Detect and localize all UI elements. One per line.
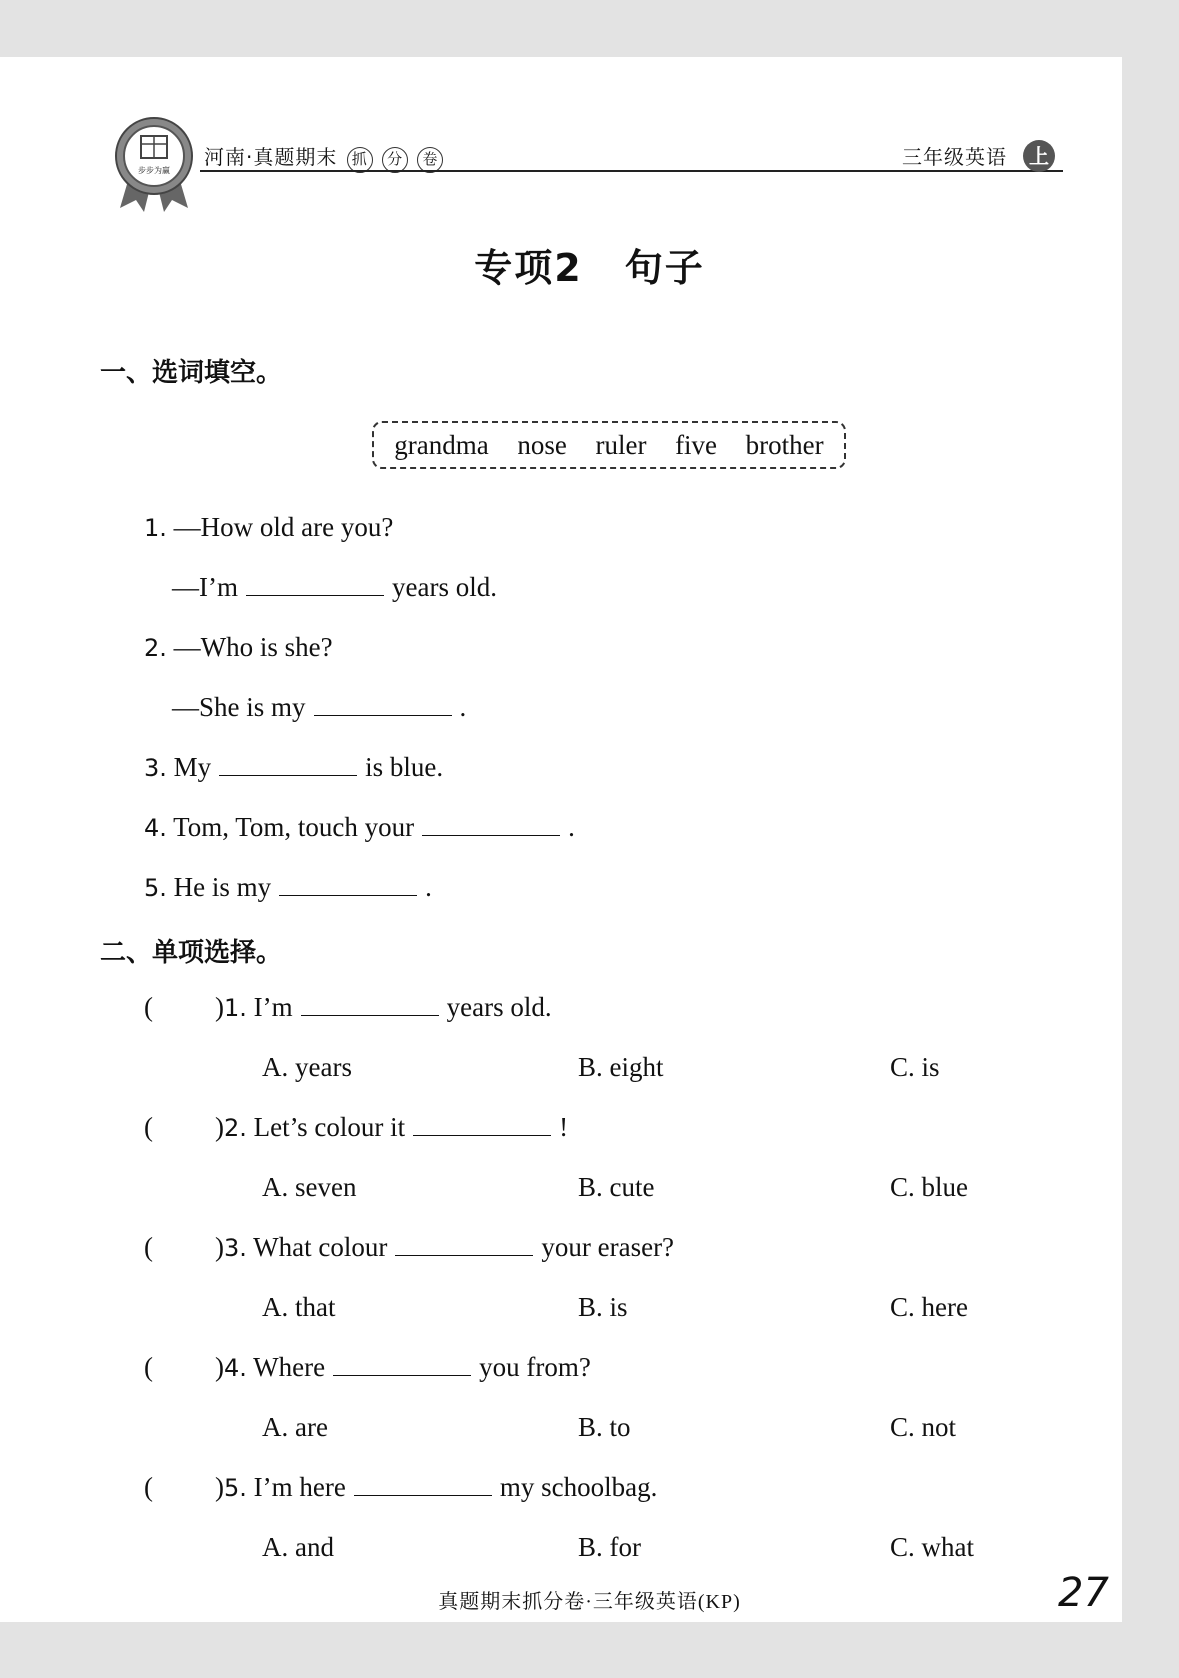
option-b[interactable]: B. to xyxy=(578,1412,631,1442)
page-title xyxy=(0,237,1179,292)
page-number: 27 xyxy=(1058,1570,1109,1616)
answer-post: years old. xyxy=(391,572,497,602)
logo-text: 步步为赢 xyxy=(138,166,170,175)
option-b[interactable]: B. cute xyxy=(578,1172,655,1202)
section2-heading: 二、单项选择。 xyxy=(100,938,283,968)
header-region-text: 河南·真题期末 xyxy=(204,145,338,169)
s1-answer-2 xyxy=(172,692,466,723)
question-number: 4. xyxy=(144,814,167,842)
s1-question-2 xyxy=(144,632,333,663)
answer-blank[interactable] xyxy=(279,894,417,896)
answer-blank xyxy=(333,1374,471,1376)
question-pre: Let’s colour it xyxy=(253,1112,406,1142)
question-pre: I’m here xyxy=(253,1472,346,1502)
option-b[interactable]: B. is xyxy=(578,1292,628,1322)
s1-question-3 xyxy=(144,752,443,783)
s2-question-1: )1. I’m years old. xyxy=(215,992,552,1022)
answer-blank xyxy=(395,1254,533,1256)
option-c[interactable]: C. here xyxy=(890,1292,968,1322)
question-post: my schoolbag. xyxy=(499,1472,658,1502)
question-number: 3. xyxy=(224,1234,247,1262)
question-post: years old. xyxy=(446,992,552,1022)
s2-question-2: )2. Let’s colour it ! xyxy=(215,1112,569,1142)
s1-answer-1 xyxy=(172,572,497,603)
question-number: 2. xyxy=(144,634,167,662)
question-pre: My xyxy=(173,752,212,782)
answer-post: . xyxy=(459,692,467,722)
option-b[interactable]: B. for xyxy=(578,1532,641,1562)
option-c[interactable]: C. not xyxy=(890,1412,957,1442)
word-bank-item: brother xyxy=(745,429,824,460)
question-number: 1. xyxy=(224,994,247,1022)
option-a[interactable]: A. that xyxy=(262,1292,336,1322)
question-post: your eraser? xyxy=(541,1232,675,1262)
word-bank-item: grandma xyxy=(394,429,489,460)
answer-paren-open[interactable]: ( xyxy=(144,992,153,1022)
answer-blank[interactable] xyxy=(246,594,384,596)
footer-text: 真题期末抓分卷·三年级英语(KP) xyxy=(438,1591,741,1613)
s1-question-4 xyxy=(144,812,575,843)
question-number: 2. xyxy=(224,1114,247,1142)
circled-char: 卷 xyxy=(417,147,443,173)
answer-blank[interactable] xyxy=(314,714,452,716)
answer-paren-open[interactable]: ( xyxy=(144,1472,153,1502)
volume-badge: 上 xyxy=(1023,140,1055,172)
word-bank xyxy=(372,421,846,469)
question-post: . xyxy=(425,872,432,902)
circled-char: 抓 xyxy=(347,147,373,173)
question-text: —Who is she? xyxy=(173,632,333,662)
option-b[interactable]: B. eight xyxy=(578,1052,664,1082)
option-a[interactable]: A. are xyxy=(262,1412,328,1442)
s1-question-1 xyxy=(144,512,393,543)
question-pre: Where xyxy=(253,1352,326,1382)
answer-paren-open[interactable]: ( xyxy=(144,1352,153,1382)
word-bank-item: nose xyxy=(517,429,567,460)
answer-pre: —She is my xyxy=(172,692,306,722)
question-post: . xyxy=(568,812,575,842)
answer-blank xyxy=(413,1134,551,1136)
title-topic: 句子 xyxy=(624,246,705,290)
question-pre: I’m xyxy=(253,992,293,1022)
question-text: —How old are you? xyxy=(173,512,394,542)
title-label: 专项2 xyxy=(474,246,583,290)
question-post: you from? xyxy=(479,1352,591,1382)
answer-blank[interactable] xyxy=(422,834,560,836)
answer-blank[interactable] xyxy=(219,774,357,776)
option-c[interactable]: C. blue xyxy=(890,1172,968,1202)
question-number: 5. xyxy=(224,1474,247,1502)
medal-logo-icon xyxy=(112,116,196,212)
question-pre: He is my xyxy=(173,872,272,902)
circled-char: 分 xyxy=(382,147,408,173)
option-a[interactable]: A. years xyxy=(262,1052,352,1082)
section1-heading: 一、选词填空。 xyxy=(100,358,283,388)
answer-paren-open[interactable]: ( xyxy=(144,1112,153,1142)
answer-blank xyxy=(354,1494,492,1496)
question-number: 5. xyxy=(144,874,167,902)
question-post: ! xyxy=(559,1112,569,1142)
header-grade: 三年级英语 xyxy=(902,145,1007,169)
answer-paren-open[interactable]: ( xyxy=(144,1232,153,1262)
question-number: 4. xyxy=(224,1354,247,1382)
s1-question-5 xyxy=(144,872,432,903)
s2-question-4: )4. Where you from? xyxy=(215,1352,591,1382)
option-c[interactable]: C. is xyxy=(890,1052,940,1082)
option-a[interactable]: A. seven xyxy=(262,1172,357,1202)
header-series-title xyxy=(204,141,443,173)
question-number: 3. xyxy=(144,754,167,782)
s2-question-3: )3. What colour your eraser? xyxy=(215,1232,675,1262)
answer-blank xyxy=(301,1014,439,1016)
question-post: is blue. xyxy=(365,752,444,782)
word-bank-item: five xyxy=(675,429,718,460)
header-rule xyxy=(200,170,1063,172)
option-a[interactable]: A. and xyxy=(262,1532,334,1562)
question-pre: Tom, Tom, touch your xyxy=(173,812,415,842)
word-bank-item: ruler xyxy=(595,429,647,460)
question-number: 1. xyxy=(144,514,167,542)
answer-pre: —I’m xyxy=(172,572,238,602)
option-c[interactable]: C. what xyxy=(890,1532,974,1562)
question-pre: What colour xyxy=(253,1232,388,1262)
s2-question-5: )5. I’m here my schoolbag. xyxy=(215,1472,658,1502)
